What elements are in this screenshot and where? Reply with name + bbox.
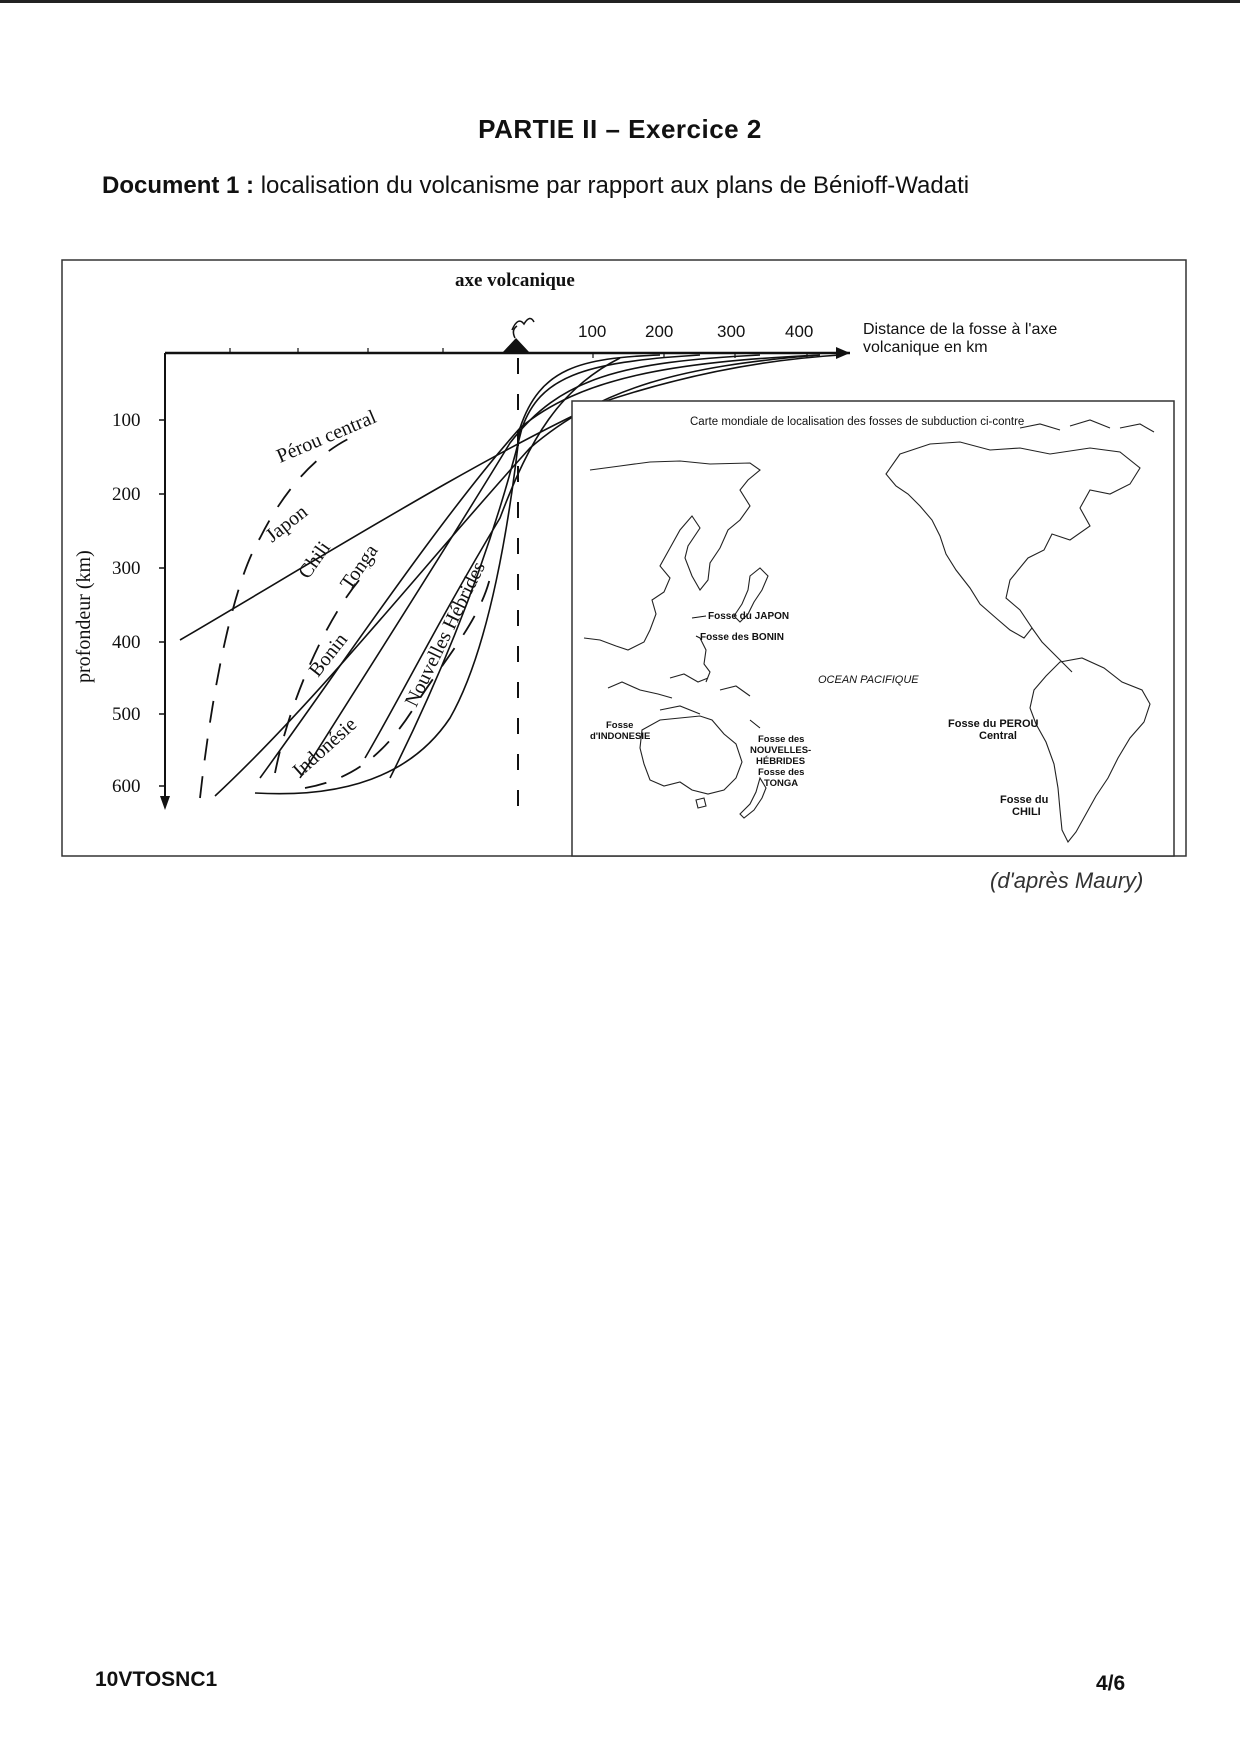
x-tick-200: 200 <box>645 322 674 341</box>
map-label-nh-1: Fosse des <box>758 734 805 745</box>
map-label-nh-2: NOUVELLES- <box>750 745 812 756</box>
map-label-japon: Fosse du JAPON <box>708 611 790 622</box>
map-label-indonesie-2: d'INDONESIE <box>590 731 651 742</box>
label-perou-central: Pérou central <box>273 405 380 468</box>
label-chili: Chili <box>294 537 336 583</box>
label-nouvelles-hebrides: Nouvelles Hébrides <box>400 558 490 711</box>
x-axis-title-line2: volcanique en km <box>863 339 988 356</box>
y-tick-300: 300 <box>112 558 141 579</box>
y-tick-200: 200 <box>112 484 141 505</box>
x-tick-400: 400 <box>785 322 814 341</box>
footer-code: 10VTOSNC1 <box>95 1668 218 1691</box>
y-axis-title: profondeur (km) <box>73 550 95 683</box>
label-tonga: Tonga <box>336 540 383 594</box>
map-label-chili-2: CHILI <box>1012 806 1041 818</box>
volcanic-axis-label: axe volcanique <box>455 270 575 291</box>
page-title: PARTIE II – Exercice 2 <box>478 114 762 144</box>
x-axis-title-line1: Distance de la fosse à l'axe <box>863 321 1058 338</box>
figure-credit: (d'après Maury) <box>990 868 1144 893</box>
y-axis-arrow <box>160 796 170 810</box>
label-japon: Japon <box>261 500 312 547</box>
map-label-ocean: OCEAN PACIFIQUE <box>818 674 919 686</box>
world-map-inset <box>572 401 1174 856</box>
map-label-indonesie-1: Fosse <box>606 720 634 731</box>
y-tick-400: 400 <box>112 632 141 653</box>
top-rule <box>0 0 1240 3</box>
map-label-nh-3: HÉBRIDES <box>756 756 806 767</box>
document-caption-text: localisation du volcanisme par rapport aux plans de Bénioff-Wadati <box>260 172 970 199</box>
map-label-perou-2: Central <box>979 730 1017 742</box>
y-tick-500: 500 <box>112 704 141 725</box>
map-label-tonga-2: TONGA <box>764 778 799 789</box>
x-axis-arrow <box>836 347 850 359</box>
map-label-chili-1: Fosse du <box>1000 794 1049 806</box>
map-label-tonga-1: Fosse des <box>758 767 805 778</box>
label-bonin: Bonin <box>304 628 353 682</box>
y-tick-100: 100 <box>112 410 141 431</box>
benioff-figure <box>60 258 1188 860</box>
document-caption <box>102 172 969 200</box>
volcano-icon <box>502 318 534 353</box>
document-label: Document 1 : <box>102 172 255 199</box>
map-frame <box>572 401 1174 856</box>
x-tick-300: 300 <box>717 322 746 341</box>
map-title: Carte mondiale de localisation des fosses de subduction ci-contre <box>690 416 1025 428</box>
x-tick-100: 100 <box>578 322 607 341</box>
map-label-perou-1: Fosse du PEROU <box>948 718 1039 730</box>
label-indonesie: Indonésie <box>288 713 362 782</box>
map-label-bonin: Fosse des BONIN <box>700 632 784 643</box>
y-tick-600: 600 <box>112 776 141 797</box>
footer-page-number: 4/6 <box>1096 1672 1126 1695</box>
